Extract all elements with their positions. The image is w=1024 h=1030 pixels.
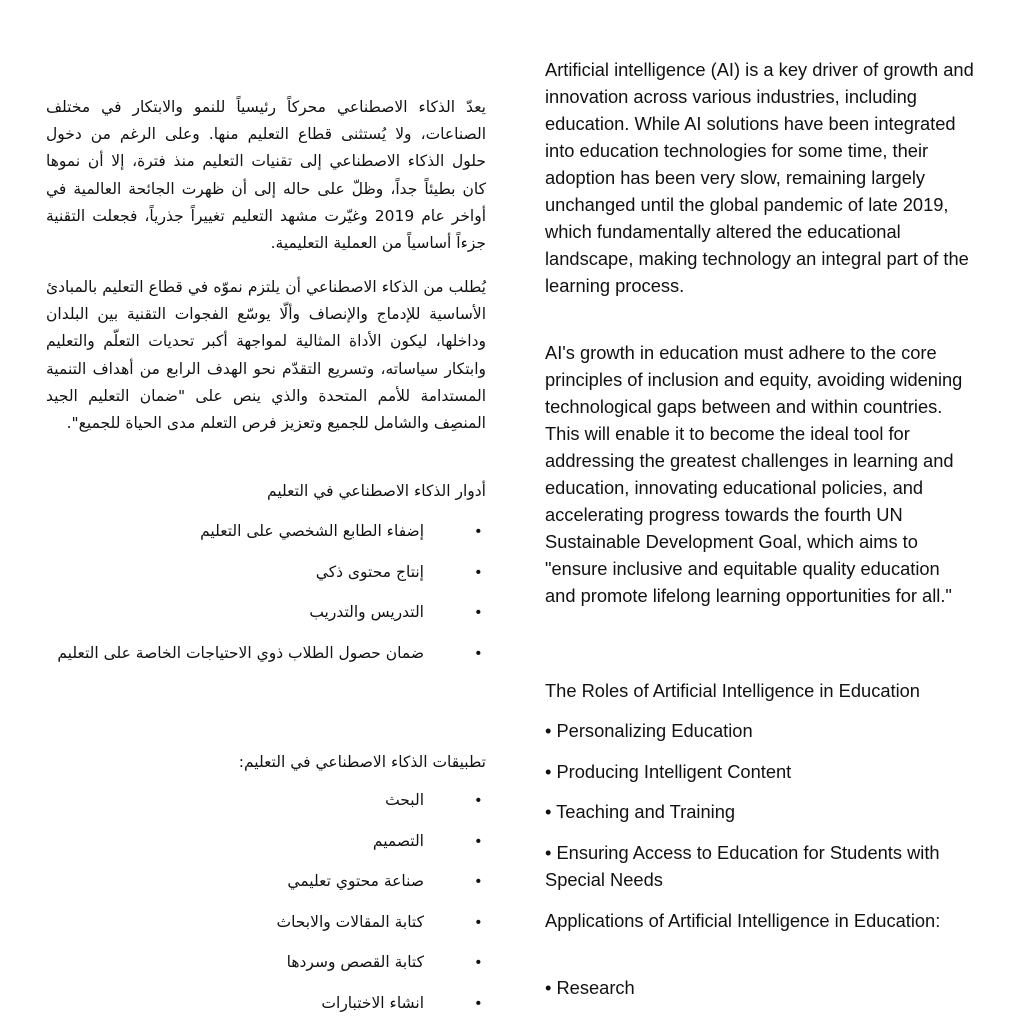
english-paragraph-principles: AI's growth in education must adhere to the core principles of inclusion and equity, avoiding widening technological gaps between and within countries. This will enable it to become the ideal tool for addressing the greatest challenges in learning and education, innovating educational policies, and accelerating progress towards the fourth UN Sustainable Development Goal, which aims to "ensure inclusive and equitable quality education and promote lifelong learning opportunities for all." [545,342,963,606]
list-item-text: انشاء الاختبارات [321,993,424,1012]
list-item: • Ensuring Access to Education for Students with Special Needs [545,841,940,890]
bullet-icon: • [475,954,481,971]
english-roles-list [545,717,975,906]
bullet-icon: • [475,563,481,581]
bullet-icon: • [475,604,481,621]
list-item-text: إضفاء الطابع الشخصي على التعليم [200,522,424,540]
english-applications-heading: Applications of Artificial Intelligence in Education: [545,910,941,931]
arabic-paragraph-principles: يُطلب من الذكاء الاصطناعي أن يلتزم نموّه في قطاع التعليم بالمبادئ الأساسية للإدماج والإنصاف وألّا يوسّع الفجوات التقنية بين البلدان وداخلها، ليكون الأداة المثالية لمواجهة أكبر تحديات التعلّم والتعليم وابتكار سياساته، وتسريع التقدّم نحو الهدف الرابع من أهداف التنمية المستدامة للأمم المتحدة والذي ينص على "ضمان التعليم الجيد المنصِف والشامل للجميع وتعزيز فرص التعلم مدى الحياة للجميع". [46,278,486,433]
bullet-icon: • [475,994,481,1012]
list-item-text: التصميم [372,831,424,850]
list-item: • Teaching and Training [545,801,736,822]
bullet-icon: • [475,523,481,540]
list-item [46,828,486,855]
list-item-text: البحث [385,791,424,809]
english-roles-heading: The Roles of Artificial Intelligence in Education [545,680,920,701]
list-item-text: صناعة محتوي تعليمي [287,872,424,890]
list-item [46,559,486,586]
bullet-icon: • [475,832,481,850]
english-paragraph-intro: Artificial intelligence (AI) is a key driver of growth and innovation across various industries, including education. While AI solutions have been integrated into education technologies for some time, their adoption has been very slow, remaining largely unchanged until the global pandemic of late 2019, which fundamentally altered the educational landscape, making technology an integral part of the learning process. [545,59,974,296]
list-item-text: إنتاج محتوى ذكي [315,562,424,581]
list-item [46,868,486,895]
arabic-applications-heading: تطبيقات الذكاء الاصطناعي في التعليم: [238,753,486,771]
list-item [46,787,486,814]
list-item-text: التدريس والتدريب [309,603,424,621]
arabic-applications-list [46,787,486,1030]
bullet-icon: • [475,913,481,931]
arabic-roles-list [46,518,486,680]
list-item-text: كتابة القصص وسردها [286,953,424,971]
list-item [46,518,486,545]
list-item [46,640,486,667]
list-item: • Personalizing Education [545,720,753,741]
bullet-icon: • [475,873,481,890]
list-item [46,990,486,1017]
arabic-roles-heading: أدوار الذكاء الاصطناعي في التعليم [267,482,486,500]
list-item [46,599,486,626]
english-applications-list [545,974,975,1015]
arabic-paragraph-intro: يعدّ الذكاء الاصطناعي محركاً رئيسياً للنمو والابتكار في مختلف الصناعات، ولا يُستثنى قطاع التعليم منها. وعلى الرغم من دخول حلول الذكاء الاصطناعي إلى تقنيات التعليم منذ فترة، إلا أن نموها كان بطيئاً جداً، وظلّ على حاله إلى أن ظهرت الجائحة العالمية في أواخر عام 2019 وغيّرت مشهد التعليم تغييراً جذرياً، فجعلت التقنية جزءاً أساسياً من العملية التعليمية. [46,98,486,253]
list-item: • Research [545,977,635,998]
list-item-text: ضمان حصول الطلاب ذوي الاحتياجات الخاصة على التعليم [57,643,424,662]
list-item: • Producing Intelligent Content [545,760,792,782]
bullet-icon: • [475,792,481,809]
list-item [46,949,486,976]
list-item-text: كتابة المقالات والابحاث [276,912,424,931]
list-item [46,909,486,936]
bullet-icon: • [475,644,481,662]
